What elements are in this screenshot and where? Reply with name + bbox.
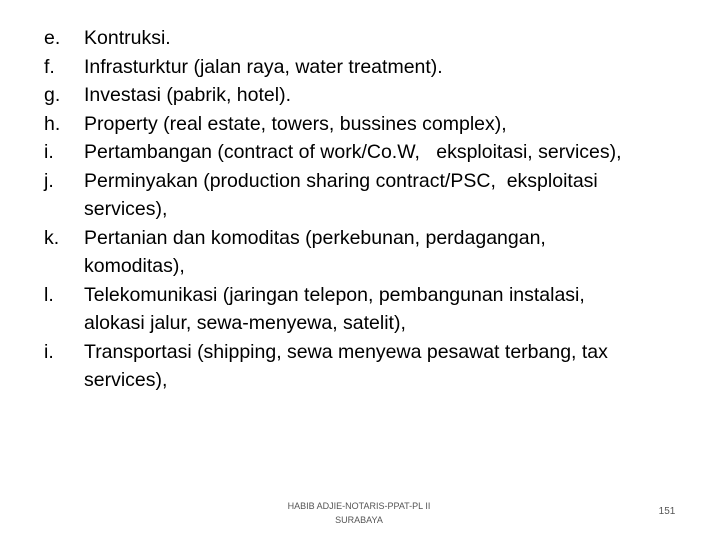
list-marker: k. [44, 226, 60, 249]
text-line: Pertambangan (contract of work/Co.W, eksploitasi, services), [84, 141, 622, 163]
text-line: Kontruksi. [84, 27, 171, 49]
list-item-text [84, 110, 694, 139]
list-item-text [84, 281, 694, 338]
text-line: komoditas), [84, 255, 185, 277]
page-number: 151 [658, 506, 676, 517]
text-line: Perminyakan (production sharing contract/PSC, eksploitasi [84, 169, 598, 192]
list-item-text [84, 53, 694, 82]
list-item [44, 281, 694, 338]
list-item-text [84, 81, 694, 110]
list-item [44, 81, 694, 110]
footer-line: HABIB ADJIE-NOTARIS-PPAT-PL II [287, 501, 431, 511]
footer-line: SURABAYA [335, 515, 383, 525]
text-line: Investasi (pabrik, hotel). [84, 84, 292, 106]
list-marker: l. [44, 283, 54, 306]
list-marker: e. [44, 27, 61, 49]
text-line: services), [84, 369, 168, 391]
content-list [44, 24, 694, 395]
text-line: Pertanian dan komoditas (perkebunan, perdagangan, [84, 226, 546, 249]
text-line: Telekomunikasi (jaringan telepon, pembangunan instalasi, [84, 283, 585, 306]
list-item [44, 110, 694, 139]
list-item [44, 53, 694, 82]
text-line: services), [84, 198, 168, 220]
text-line: alokasi jalur, sewa-menyewa, satelit), [84, 312, 406, 334]
list-marker: j. [44, 169, 54, 192]
list-item-text [84, 138, 694, 167]
list-item [44, 24, 694, 53]
text-line: Property (real estate, towers, bussines complex), [84, 112, 507, 135]
list-marker: g. [44, 84, 61, 106]
list-item-text [84, 167, 694, 224]
list-item [44, 224, 694, 281]
list-marker: i. [44, 340, 54, 363]
list-marker: f. [44, 55, 55, 78]
list-item-text [84, 338, 694, 395]
list-item [44, 338, 694, 395]
list-item-text [84, 24, 694, 53]
list-marker: h. [44, 112, 61, 135]
list-marker: i. [44, 141, 54, 163]
text-line: Transportasi (shipping, sewa menyewa pesawat terbang, tax [84, 340, 608, 363]
list-item-text [84, 224, 694, 281]
list-item [44, 167, 694, 224]
list-item [44, 138, 694, 167]
footer-author [274, 499, 444, 527]
text-line: Infrasturktur (jalan raya, water treatment). [84, 55, 443, 78]
